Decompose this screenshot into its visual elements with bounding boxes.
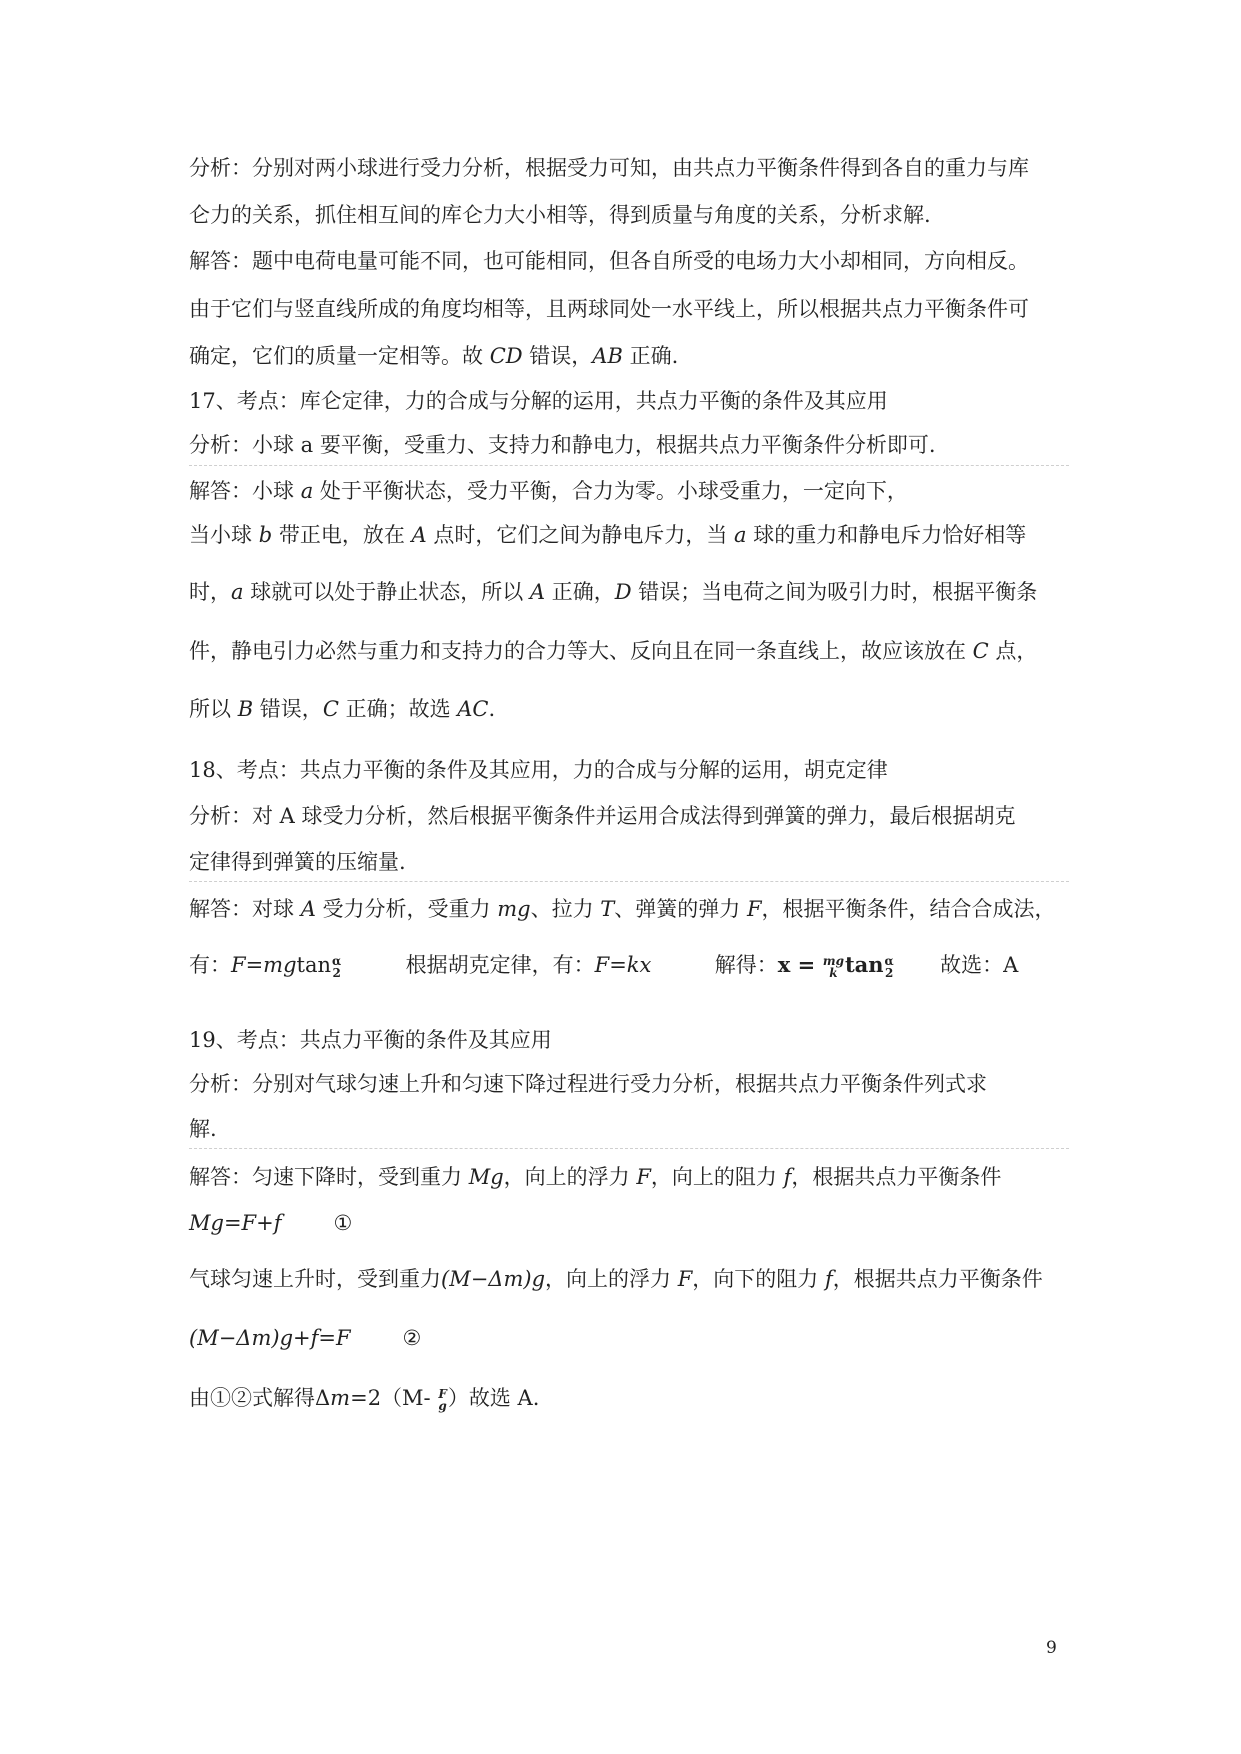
dashed-divider [189,465,1069,466]
question-18-header: 18、考点：共点力平衡的条件及其应用，力的合成与分解的运用，胡克定律 [189,758,888,782]
fraction-alpha-over-2: α 2 [884,953,894,980]
text-line: 分析：小球 a 要平衡，受重力、支持力和静电力，根据共点力平衡条件分析即可. [189,433,936,457]
text-line: 由于它们与竖直线所成的角度均相等，且两球同处一水平线上，所以根据共点力平衡条件可 [189,297,1029,321]
text-line: 分析：分别对气球匀速上升和匀速下降过程进行受力分析，根据共点力平衡条件列式求 [189,1072,987,1096]
dashed-divider [189,881,1069,882]
text-line: 所以 B 错误，C 正确；故选 AC. [189,697,496,721]
text-line: 气球匀速上升时，受到重力(M−Δm)g，向上的浮力 F，向下的阻力 f，根据共点力平衡条件 [189,1267,1043,1291]
fraction-alpha-over-2: α 2 [332,953,342,980]
result-line: 由①②式解得Δm=2（M- F g ）故选 A. [189,1386,540,1413]
text-line: 确定，它们的质量一定相等。故 CD 错误，AB 正确. [189,344,679,368]
equation-2: (M−Δm)g+f=F ② [189,1326,422,1350]
question-17-header: 17、考点：库仑定律，力的合成与分解的运用，共点力平衡的条件及其应用 [189,389,888,413]
fraction-mg-over-k: mg k [822,953,844,980]
fraction-F-over-g: F g [438,1386,447,1413]
text-line: 解答：题中电荷电量可能不同，也可能相同，但各自所受的电场力大小却相同，方向相反。 [189,249,1029,273]
text-line: 定律得到弹簧的压缩量. [189,850,406,874]
equation-1: Mg=F+f ① [189,1211,353,1235]
text-line: 解. [189,1117,217,1141]
question-19-header: 19、考点：共点力平衡的条件及其应用 [189,1028,552,1052]
formula-line: 有：F=mgtan α 2 根据胡克定律，有：F=kx 解得：x = mg k tan α 2 故选：A [189,952,1019,980]
text-line: 当小球 b 带正电，放在 A 点时，它们之间为静电斥力，当 a 球的重力和静电斥力恰好相等 [189,523,1027,547]
text-line: 仑力的关系，抓住相互间的库仑力大小相等，得到质量与角度的关系，分析求解. [189,203,931,227]
text-line: 件，静电引力必然与重力和支持力的合力等大、反向且在同一条直线上，故应该放在 C 点， [189,639,1038,663]
page-number: 9 [1046,1638,1057,1658]
text-line: 解答：匀速下降时，受到重力 Mg，向上的浮力 F，向上的阻力 f，根据共点力平衡条件 [189,1165,1002,1189]
text-line: 解答：小球 a 处于平衡状态，受力平衡，合力为零。小球受重力，一定向下， [189,479,908,503]
text-line: 解答：对球 A 受力分析，受重力 mg、拉力 T、弹簧的弹力 F，根据平衡条件，结合合成法， [189,897,1056,921]
text-line: 时，a 球就可以处于静止状态，所以 A 正确，D 错误；当电荷之间为吸引力时，根据平衡条 [189,580,1038,604]
text-line: 分析：对 A 球受力分析，然后根据平衡条件并运用合成法得到弹簧的弹力，最后根据胡克 [189,804,1016,828]
dashed-divider [189,1148,1069,1149]
text-line: 分析：分别对两小球进行受力分析，根据受力可知，由共点力平衡条件得到各自的重力与库 [189,156,1029,180]
